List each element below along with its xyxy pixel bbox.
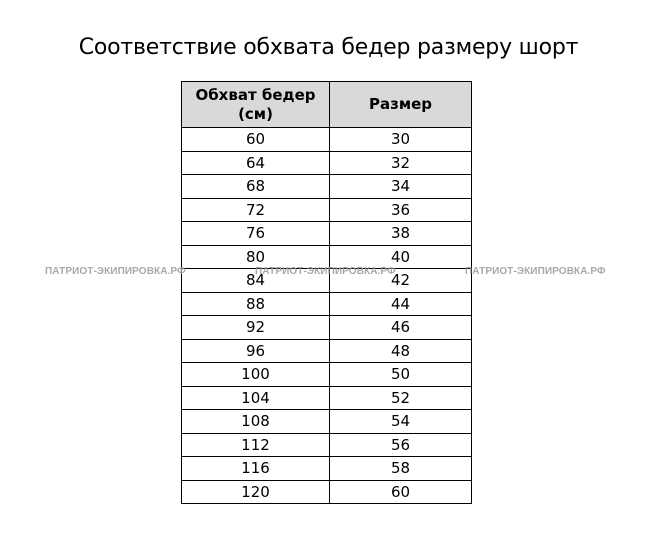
cell-hip-girth: 88 xyxy=(182,292,330,316)
cell-size: 46 xyxy=(330,316,472,340)
cell-size: 40 xyxy=(330,245,472,269)
cell-size: 34 xyxy=(330,175,472,199)
watermark-text: ПАТРИОТ-ЭКИПИРОВКА.РФ xyxy=(45,266,186,277)
table-body xyxy=(182,128,472,504)
table-row xyxy=(182,410,472,434)
cell-size: 52 xyxy=(330,386,472,410)
table-row xyxy=(182,128,472,152)
column-header-hip-girth xyxy=(182,82,330,128)
cell-hip-girth: 76 xyxy=(182,222,330,246)
cell-size: 44 xyxy=(330,292,472,316)
cell-hip-girth: 84 xyxy=(182,269,330,293)
table-row xyxy=(182,222,472,246)
cell-size: 38 xyxy=(330,222,472,246)
cell-hip-girth: 108 xyxy=(182,410,330,434)
table-row xyxy=(182,151,472,175)
cell-hip-girth: 80 xyxy=(182,245,330,269)
watermark-text: ПАТРИОТ-ЭКИПИРОВКА.РФ xyxy=(465,266,606,277)
cell-size: 58 xyxy=(330,457,472,481)
cell-size: 50 xyxy=(330,363,472,387)
cell-size: 42 xyxy=(330,269,472,293)
cell-hip-girth: 100 xyxy=(182,363,330,387)
table-row xyxy=(182,316,472,340)
cell-hip-girth: 120 xyxy=(182,480,330,504)
size-chart-table xyxy=(181,81,472,504)
cell-size: 36 xyxy=(330,198,472,222)
page-title: Соответствие обхвата бедер размеру шорт xyxy=(78,35,579,60)
table-row xyxy=(182,457,472,481)
table-row xyxy=(182,339,472,363)
cell-hip-girth: 64 xyxy=(182,151,330,175)
table-row xyxy=(182,433,472,457)
table-row xyxy=(182,363,472,387)
column-header-hip-girth-line1: Обхват бедер xyxy=(195,85,316,104)
cell-hip-girth: 72 xyxy=(182,198,330,222)
cell-hip-girth: 112 xyxy=(182,433,330,457)
table-row xyxy=(182,175,472,199)
cell-hip-girth: 68 xyxy=(182,175,330,199)
table-row xyxy=(182,198,472,222)
column-header-size: Размер xyxy=(330,82,472,128)
cell-size: 54 xyxy=(330,410,472,434)
table-row xyxy=(182,480,472,504)
watermark-text: ПАТРИОТ-ЭКИПИРОВКА.РФ xyxy=(255,266,396,277)
cell-hip-girth: 92 xyxy=(182,316,330,340)
table-row xyxy=(182,292,472,316)
table-header-row xyxy=(182,82,472,128)
cell-size: 56 xyxy=(330,433,472,457)
table-row xyxy=(182,386,472,410)
cell-size: 60 xyxy=(330,480,472,504)
cell-size: 30 xyxy=(330,128,472,152)
cell-hip-girth: 60 xyxy=(182,128,330,152)
cell-size: 32 xyxy=(330,151,472,175)
table-row xyxy=(182,245,472,269)
cell-size: 48 xyxy=(330,339,472,363)
cell-hip-girth: 96 xyxy=(182,339,330,363)
cell-hip-girth: 116 xyxy=(182,457,330,481)
cell-hip-girth: 104 xyxy=(182,386,330,410)
column-header-hip-girth-line2: (см) xyxy=(238,104,273,123)
